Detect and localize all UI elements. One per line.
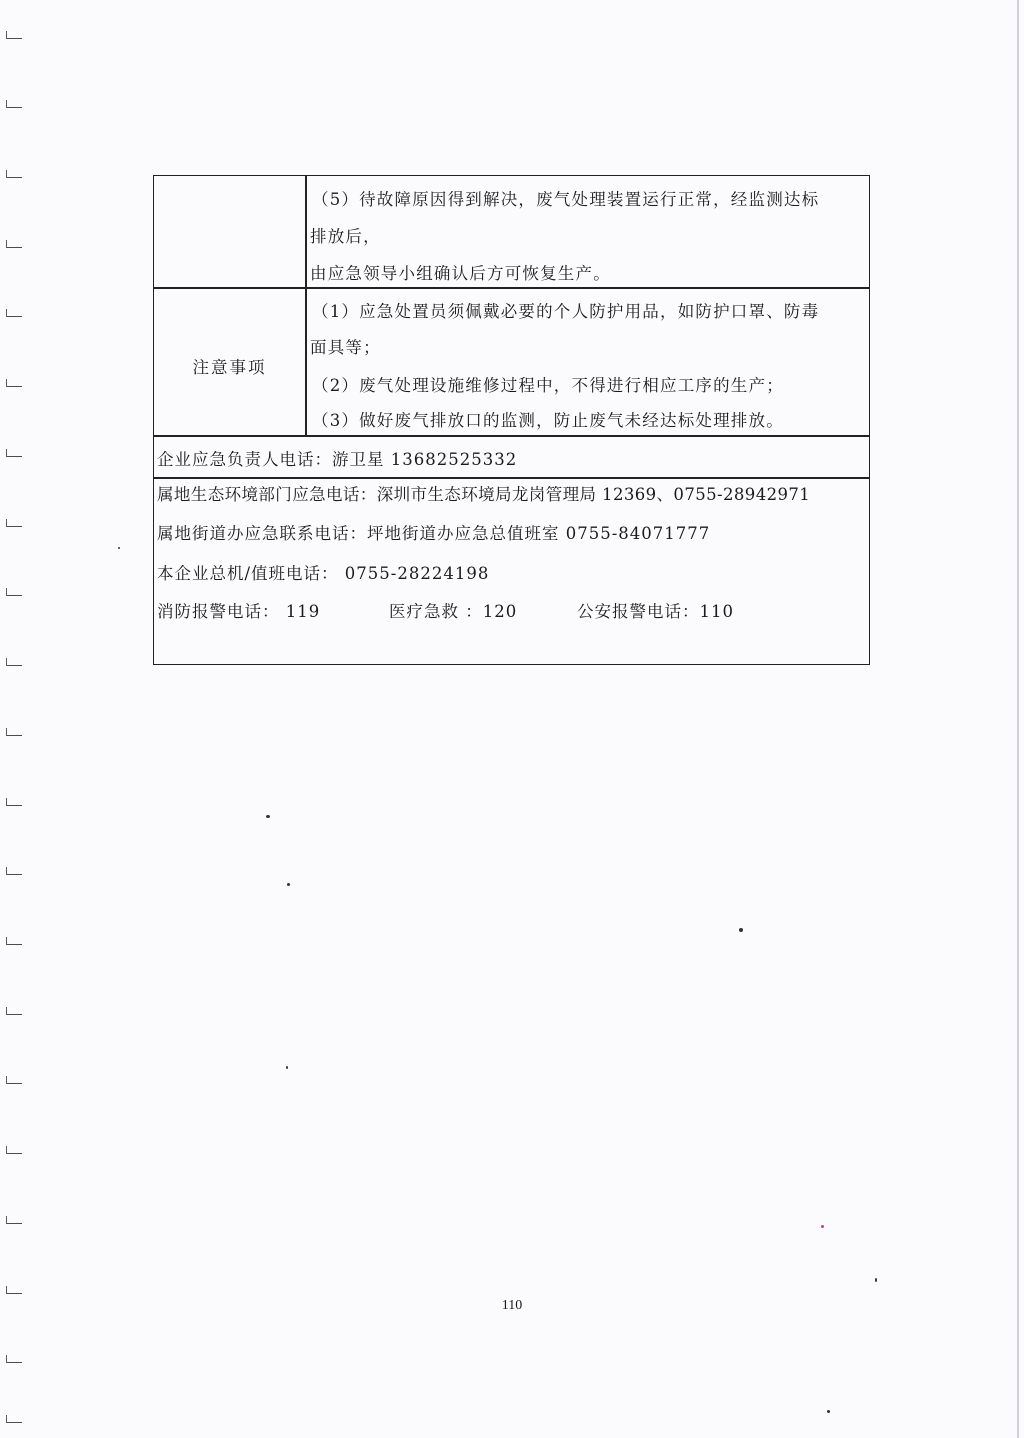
binding-tick xyxy=(6,456,22,457)
street-office-phone: 属地街道办应急联系电话：坪地街道办应急总值班室 0755-84071777 xyxy=(157,524,711,543)
precaution-line1: （1）应急处置员须佩戴必要的个人防护用品，如防护口罩、防毒 xyxy=(312,302,820,321)
precaution-line4: （3）做好废气排放口的监测，防止废气未经达标处理排放。 xyxy=(312,411,784,430)
switchboard-phone: 本企业总机/值班电话： 0755-28224198 xyxy=(157,564,490,583)
emergency-numbers xyxy=(157,600,734,624)
medical-phone: 医疗急救 ：120 xyxy=(389,602,518,621)
scan-speck xyxy=(827,1410,830,1413)
binding-tick xyxy=(6,874,22,875)
binding-tick xyxy=(6,38,22,39)
binding-tick xyxy=(6,177,22,178)
police-phone: 公安报警电话：110 xyxy=(577,602,734,621)
scan-speck xyxy=(287,883,290,886)
binding-tick xyxy=(6,805,22,806)
scan-speck xyxy=(875,1278,877,1282)
recovery-step-line1: （5）待故障原因得到解决，废气处理装置运行正常，经监测达标 xyxy=(312,190,820,209)
binding-tick xyxy=(6,665,22,666)
binding-tick xyxy=(6,1422,22,1423)
binding-tick xyxy=(6,526,22,527)
scan-speck xyxy=(118,547,120,549)
binding-tick xyxy=(6,1362,22,1363)
recovery-step-line3: 由应急领导小组确认后方可恢复生产。 xyxy=(310,264,611,283)
precautions-label: 注意事项 xyxy=(192,358,267,377)
row-divider xyxy=(154,287,869,289)
scan-speck xyxy=(286,1066,288,1069)
recovery-step-line2: 排放后， xyxy=(310,227,381,246)
row-divider xyxy=(154,477,869,479)
binding-tick xyxy=(6,1014,22,1015)
binding-tick xyxy=(6,735,22,736)
binding-tick xyxy=(6,944,22,945)
column-divider xyxy=(305,176,307,435)
binding-tick xyxy=(6,595,22,596)
row-divider xyxy=(154,435,869,437)
binding-tick xyxy=(6,1223,22,1224)
binding-tick xyxy=(6,1293,22,1294)
binding-tick xyxy=(6,316,22,317)
binding-margin xyxy=(0,0,30,1438)
binding-tick xyxy=(6,386,22,387)
binding-tick xyxy=(6,1083,22,1084)
precaution-line2: 面具等； xyxy=(310,338,381,357)
eco-dept-phone: 属地生态环境部门应急电话：深圳市生态环境局龙岗管理局 12369、0755-28942971 xyxy=(157,485,811,504)
binding-tick xyxy=(6,1153,22,1154)
page-number: 110 xyxy=(501,1298,523,1313)
emergency-table xyxy=(153,175,870,665)
fire-alarm-phone: 消防报警电话： 119 xyxy=(157,602,321,621)
scan-speck xyxy=(739,928,743,932)
page-edge xyxy=(1017,0,1019,1438)
scan-speck xyxy=(821,1225,824,1228)
enterprise-head-phone: 企业应急负责人电话：游卫星 13682525332 xyxy=(157,450,518,469)
scan-speck xyxy=(266,815,270,818)
precaution-line3: （2）废气处理设施维修过程中，不得进行相应工序的生产； xyxy=(312,376,784,395)
binding-tick xyxy=(6,247,22,248)
binding-tick xyxy=(6,107,22,108)
